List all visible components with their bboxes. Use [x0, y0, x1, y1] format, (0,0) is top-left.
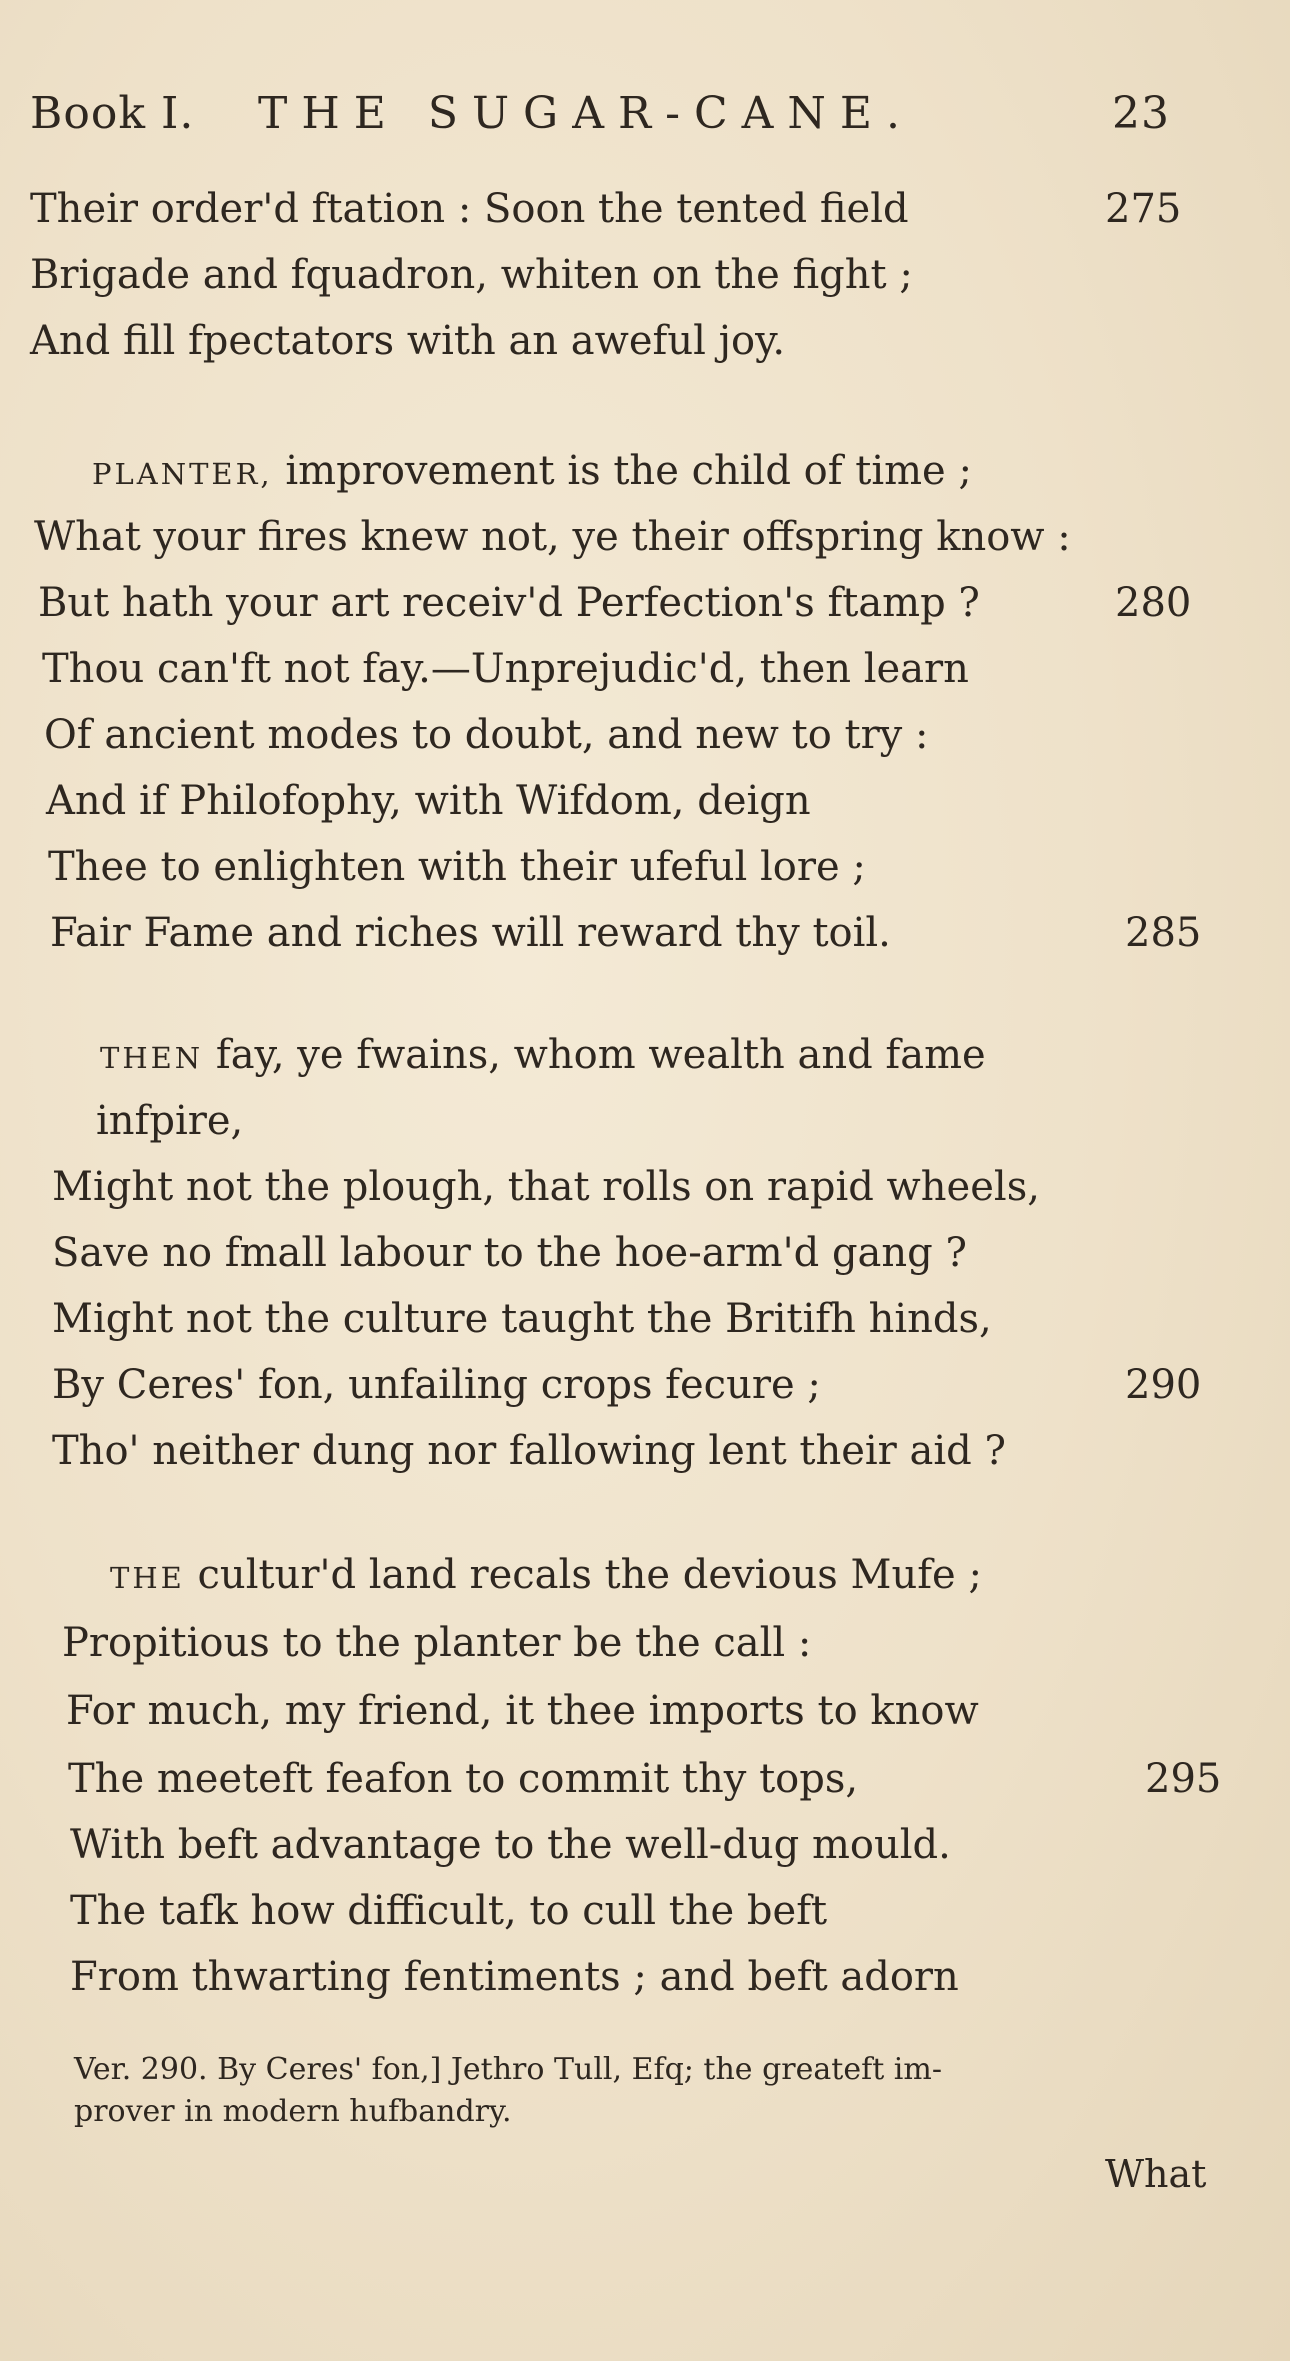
- verse-line: Their order'd ftation : Soon the tented field 275: [30, 186, 1182, 232]
- verse-line: THE cultur'd land recals the devious Mufe ;: [110, 1552, 982, 1598]
- catchword: What: [1105, 2152, 1207, 2196]
- verse-line: Fair Fame and riches will reward thy toil. 285: [50, 910, 1202, 956]
- verse-line: Save no fmall labour to the hoe-arm'd gang ?: [52, 1230, 967, 1276]
- verse-line: By Ceres' fon, unfailing crops fecure ; 290: [52, 1362, 1202, 1408]
- small-caps-lead: THEN: [100, 1041, 204, 1075]
- small-caps-lead: PLANTER,: [92, 457, 273, 491]
- verse-line: From thwarting fentiments ; and beft adorn: [70, 1954, 959, 2000]
- verse-line: Brigade and fquadron, whiten on the fight ;: [30, 252, 913, 298]
- verse-line: Might not the culture taught the Britifh hinds,: [52, 1296, 992, 1342]
- verse-line: For much, my friend, it thee imports to know: [66, 1688, 979, 1734]
- running-header: [0, 88, 1290, 148]
- line-number: 285: [1125, 910, 1202, 956]
- verse-line: And fill fpectators with an aweful joy.: [30, 318, 786, 364]
- footnote-line: prover in modern hufbandry.: [74, 2094, 512, 2129]
- running-title: THE SUGAR-CANE.: [258, 88, 915, 139]
- verse-line: Of ancient modes to doubt, and new to try :: [44, 712, 929, 758]
- verse-line: infpire,: [96, 1098, 244, 1144]
- line-number: 295: [1145, 1756, 1222, 1802]
- verse-line: With beft advantage to the well-dug mould.: [70, 1822, 951, 1868]
- verse-line: Might not the plough, that rolls on rapid wheels,: [52, 1164, 1040, 1210]
- footnote-line: Ver. 290. By Ceres' fon,] Jethro Tull, Efq; the greateft im-: [74, 2052, 942, 2087]
- verse-line: The meeteft feafon to commit thy tops, 295: [68, 1756, 1222, 1802]
- verse-line: And if Philofophy, with Wifdom, deign: [46, 778, 811, 824]
- line-number: 290: [1125, 1362, 1202, 1408]
- verse-line: PLANTER, improvement is the child of time ;: [92, 448, 972, 494]
- verse-line: What your fires knew not, ye their offspring know :: [34, 514, 1071, 560]
- verse-line: But hath your art receiv'd Perfection's ftamp ? 280: [38, 580, 1192, 626]
- line-number: 280: [1115, 580, 1192, 626]
- line-number: 275: [1105, 186, 1182, 232]
- small-caps-lead: THE: [110, 1561, 185, 1595]
- verse-line: Tho' neither dung nor fallowing lent their aid ?: [52, 1428, 1006, 1474]
- page-number: 23: [1112, 88, 1170, 139]
- verse-line: Thou can'ft not fay.—Unprejudic'd, then learn: [42, 646, 969, 692]
- verse-line: The tafk how difficult, to cull the beft: [70, 1888, 828, 1934]
- verse-line: Thee to enlighten with their ufeful lore ;: [48, 844, 866, 890]
- verse-line: Propitious to the planter be the call :: [62, 1620, 812, 1666]
- book-label: Book I.: [30, 88, 195, 139]
- verse-line: THEN fay, ye fwains, whom wealth and fame: [100, 1032, 986, 1078]
